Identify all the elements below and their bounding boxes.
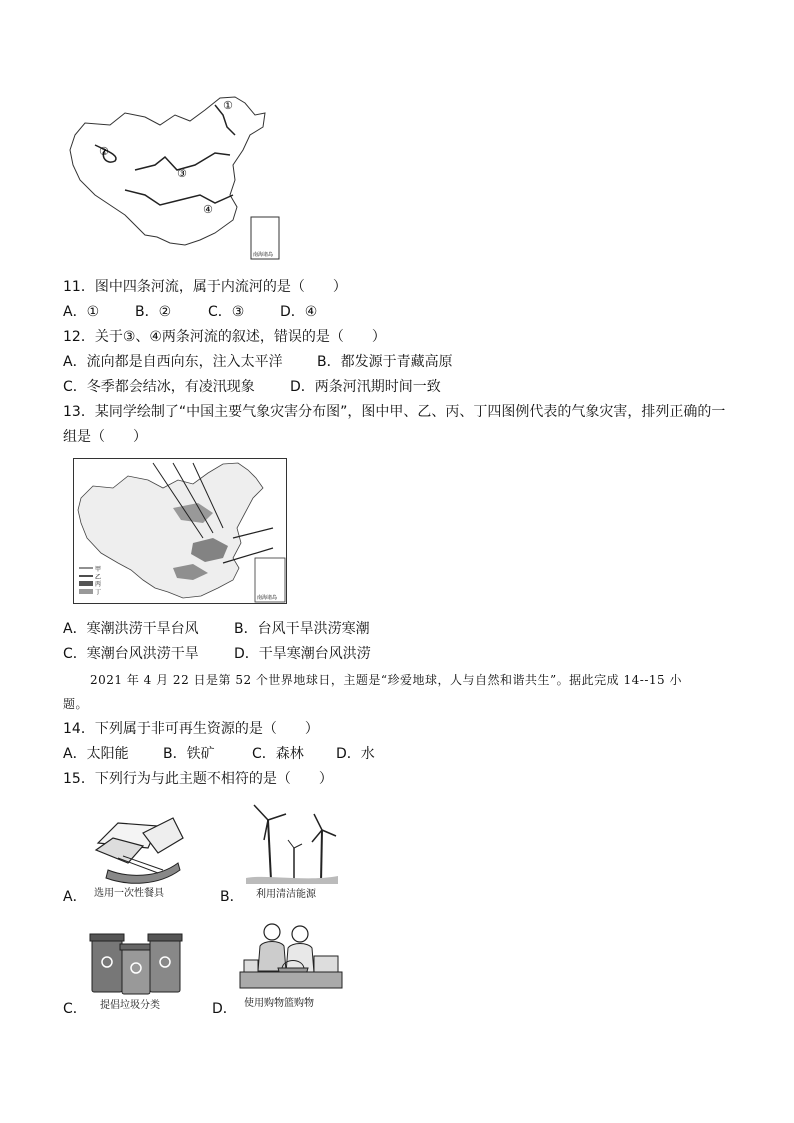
passage-line1: 2021 年 4 月 22 日是第 52 个世界地球日，主题是“珍爱地球，人与自然和谐共生”。据此完成 14--15 小 (90, 673, 682, 687)
passage-line2: 题。 (63, 697, 89, 711)
q15-option-b-letter[interactable]: B． (220, 889, 244, 905)
q14-stem: 14．下列属于非可再生资源的是（ ） (63, 721, 319, 737)
q13-option-c[interactable]: C．寒潮台风洪涝干旱 (63, 646, 199, 662)
q14-option-c[interactable]: C．森林 (252, 746, 304, 762)
china-rivers-map (65, 95, 285, 265)
svg-text:丁: 丁 (95, 589, 102, 596)
q11-option-d[interactable]: D．④ (280, 304, 318, 320)
q15-option-c-letter[interactable]: C． (63, 1001, 87, 1017)
inset-label-2: 南海诸岛 (257, 595, 278, 601)
marker-3 (177, 167, 187, 180)
q14-option-a[interactable]: A．太阳能 (63, 746, 129, 762)
q11-option-b[interactable]: B．② (135, 304, 172, 320)
q15-stem: 15．下列行为与此主题不相符的是（ ） (63, 771, 333, 787)
q15-option-a-letter[interactable]: A． (63, 889, 87, 905)
river-4 (125, 190, 233, 205)
china-outline (70, 97, 265, 245)
svg-text:乙: 乙 (95, 574, 102, 581)
weather-disaster-map (73, 458, 287, 604)
q13-stem-line2: 组是（ ） (63, 429, 147, 445)
q11-option-a[interactable]: A．① (63, 304, 100, 320)
marker-4 (203, 203, 213, 216)
q12-option-d[interactable]: D．两条河汛期时间一致 (290, 379, 441, 395)
svg-text:②: ② (99, 145, 109, 158)
q12-option-b[interactable]: B．都发源于青藏高原 (317, 354, 453, 370)
garbage-bins-illustration (88, 926, 184, 1014)
marker-2 (99, 145, 109, 158)
q11-stem: 11．图中四条河流，属于内流河的是（ ） (63, 279, 347, 295)
inset-label: 南海诸岛 (253, 252, 274, 258)
q14-option-b[interactable]: B．铁矿 (163, 746, 215, 762)
svg-text:③: ③ (177, 167, 187, 180)
q11-option-c[interactable]: C．③ (208, 304, 245, 320)
q13-option-a[interactable]: A．寒潮洪涝干旱台风 (63, 621, 199, 637)
disposable-tableware-illustration (88, 808, 188, 900)
q13-option-b[interactable]: B．台风干旱洪涝寒潮 (234, 621, 370, 637)
q15-option-d-caption: 使用购物篮购物 (244, 998, 314, 1009)
svg-text:①: ① (223, 99, 233, 112)
q13-stem-line1: 13．某同学绘制了“中国主要气象灾害分布图”，图中甲、乙、丙、丁四图例代表的气象灾害，排列正确的一 (63, 404, 726, 420)
shopping-basket-illustration (238, 916, 344, 1014)
q15-option-a-caption: 选用一次性餐具 (94, 888, 164, 899)
q15-option-c-caption: 提倡垃圾分类 (100, 1000, 160, 1011)
q14-option-d[interactable]: D．水 (336, 746, 375, 762)
marker-1 (223, 99, 233, 112)
svg-text:④: ④ (203, 203, 213, 216)
q12-option-a[interactable]: A．流向都是自西向东，注入太平洋 (63, 354, 283, 370)
q13-option-d[interactable]: D．干旱寒潮台风洪涝 (234, 646, 371, 662)
wind-turbines-illustration (246, 800, 338, 900)
q12-stem: 12．关于③、④两条河流的叙述，错误的是（ ） (63, 329, 386, 345)
q15-option-b-caption: 利用清洁能源 (256, 889, 316, 900)
q12-option-c[interactable]: C．冬季都会结冰，有凌汛现象 (63, 379, 255, 395)
q15-option-d-letter[interactable]: D． (212, 1001, 237, 1017)
svg-text:丙: 丙 (95, 581, 102, 588)
svg-text:甲: 甲 (95, 566, 102, 573)
